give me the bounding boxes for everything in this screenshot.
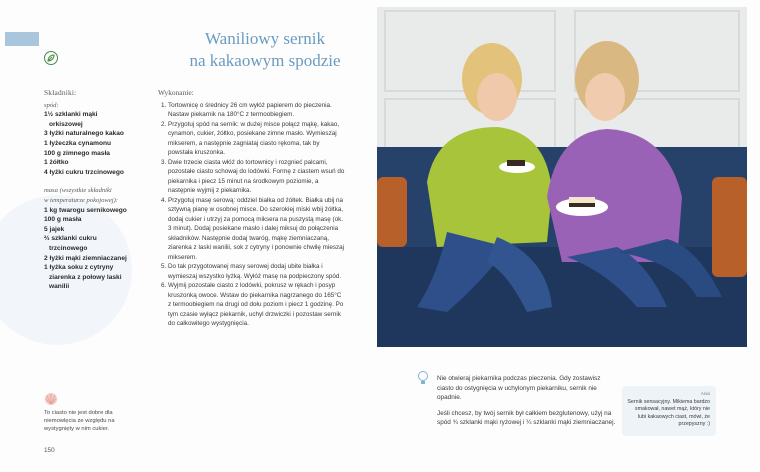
ingredient-item: 1 kg twarogu sernikowego — [44, 206, 127, 214]
filling-section-label: masa (wszystkie składniki — [44, 187, 112, 195]
ingredient-item: 4 łyżki cukru trzcinowego — [44, 168, 124, 176]
base-section-label: spód: — [44, 101, 59, 109]
lightbulb-icon — [417, 371, 429, 385]
chapter-tab — [5, 32, 39, 46]
method-step: 3. Dwie trzecie ciasta włóż do tortownicy i rozgnieć palcami, pozostałe ciasto schowaj do lodówki. Formę z ciastem wsuń do piekarnika i piecz 15 minut na środkowym poziomie, a następnie wyjmij z piekarnika. — [168, 158, 346, 196]
ingredient-item: ⅔ szklanki cukru — [44, 235, 97, 243]
method-step: 5. Do tak przygotowanej masy serowej dodaj ubite białka i wymieszaj wszystko łyżką. Wyłóż masę na podpieczony spód. — [168, 262, 346, 281]
ingredient-item: 1 łyżeczka cynamonu — [44, 139, 112, 147]
tip-paragraph: Nie otwieraj piekarnika podczas pieczenia. Gdy zostawisz ciasto do ostygnięcia w uchylonym piekarniku, sernik nie opadnie. — [437, 375, 601, 402]
page-number: 150 — [44, 447, 55, 454]
ingredient-item: 1 żółtko — [44, 159, 69, 167]
note-author: Ania — [700, 391, 710, 396]
allergy-note-text: To ciasto nie jest dobre dla niemowlęcia ze względu na wystygnięty w nim cukier. — [44, 410, 115, 432]
ingredient-item: 5 jajek — [44, 225, 65, 233]
tip-paragraph: Jeśli chcesz, by twój sernik był całkiem bezglutenowy, użyj na spód ¾ szklanki mąki ryżowej i ¼ szklanki mąki ziemniaczanej. — [437, 409, 616, 427]
ingredient-item: 3 łyżki naturalnego kakao — [44, 130, 124, 138]
method-heading: Wykonanie: — [158, 88, 194, 97]
method-step: 4. Przygotuj masę serową: oddziel białka od żółtek. Białka ubij na sztywną pianę w osobnej misce. Do szerokiej miski wbij żółtka, dodaj cukier i utrzyj za pomocą miksera na puszystą masę (ok. 3 minut). Dodaj posiekane masło i dalej miksuj do połączenia składników. Następnie dodaj twaróg, mąkę ziemniaczaną, ziarenka z laski wanilii, sok z cytryny i ponownie chwilę mieszaj mikserem. — [168, 196, 346, 263]
ingredient-item: orkiszowej — [49, 120, 83, 128]
method-column — [158, 88, 346, 329]
ingredient-item: ziarenka z połowy laski — [49, 273, 122, 281]
method-step: 2. Przygotuj spód na sernik: w dużej misce połącz mąkę, kakao, cynamon, cukier, żółtko, posiekane zimne masło. Wymieszaj mikserem, a następnie zagniataj ciasto rękoma, tak by powstała kruszonka. — [168, 120, 346, 158]
title-line-2: na kakaowym spodzie — [189, 51, 341, 70]
baking-tip-text — [437, 374, 617, 434]
ingredient-item: 1 łyżka soku z cytryny — [44, 264, 114, 272]
recipe-title — [150, 28, 380, 72]
note-text: Sernik sensacyjny. Mikiema bardzo smakował, nawet mąż, który nie lubi kakaowych ciast, mówi, że przepyszny :) — [627, 399, 710, 428]
ingredients-column — [44, 88, 136, 292]
method-step: 6. Wyjmij pozostałe ciasto z lodówki, pokrusz w rękach i posyp kruszonką owoce. Wstaw do piekarnika nagrzanego do 165°C z termoobiegiem na drugi od dołu poziom i piecz 1 godzinę. Po tym czasie wyłącz piekarnik, uchyl drzwiczki i pozostaw sernik do całkowitego wystygnięcia. — [168, 281, 346, 329]
method-steps — [158, 101, 346, 329]
ingredient-item: 2 łyżki mąki ziemniaczanej — [44, 254, 127, 262]
filling-section-label: w temperaturze pokojowej): — [44, 196, 118, 204]
comment-note — [622, 386, 716, 436]
method-step: 1. Tortownicę o średnicy 26 cm wyłóż papierem do pieczenia. Nastaw piekarnik na 180°C z termoobiegiem. — [168, 101, 346, 120]
ingredient-item: 100 g masła — [44, 216, 82, 224]
ingredients-heading: Składniki: — [44, 88, 77, 97]
ingredient-item: 100 g zimnego masła — [44, 149, 110, 157]
title-line-1: Waniliowy sernik — [205, 29, 325, 48]
leaf-icon — [44, 51, 58, 65]
ingredient-item: trzcinowego — [49, 244, 88, 252]
ingredient-item: wanilii — [49, 283, 70, 291]
recipe-photo — [377, 7, 747, 347]
ingredient-item: 1½ szklanki mąki — [44, 111, 98, 119]
allergy-note — [44, 392, 124, 433]
shell-icon — [44, 392, 58, 406]
